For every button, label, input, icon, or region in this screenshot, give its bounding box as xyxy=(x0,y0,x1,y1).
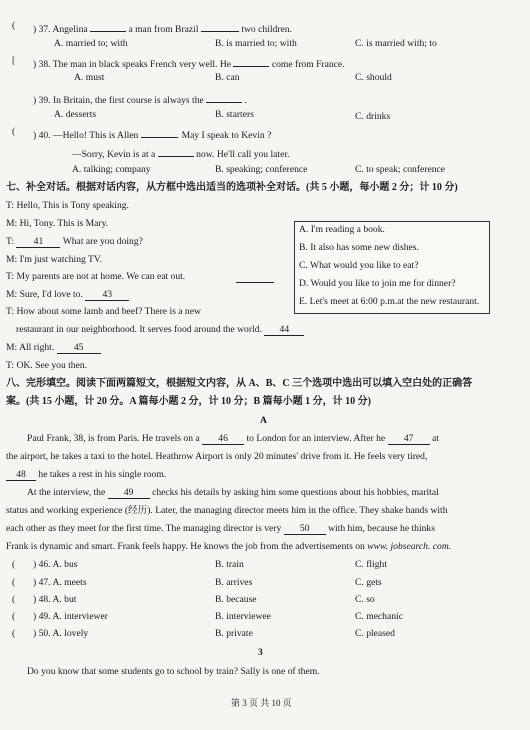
blank-50: 50 xyxy=(284,523,326,535)
q47-option-a: ) 47. A. meets xyxy=(33,577,87,588)
q38-blank xyxy=(233,55,269,67)
q40-blank-1 xyxy=(141,126,177,138)
section8-heading-line-1: 八、完形填空。阅读下面两篇短文，根据短文内容，从 A、B、C 三个选项中选出可以填入空白处的正确答 xyxy=(6,378,473,389)
section7-heading: 七、补全对话。根据对话内容，从方框中选出适当的选项补全对话。(共 5 小题，每小题 2 分；计 10 分) xyxy=(6,182,458,193)
dialogue-line-3: T: 41 What are you doing? xyxy=(6,236,143,247)
option-box-d: D. Would you like to join me for dinner? xyxy=(299,278,456,289)
q49-option-c: C. mechanic xyxy=(355,611,403,622)
blank-48: 48 xyxy=(6,469,36,481)
q39-option-c: C. drinks xyxy=(355,111,391,122)
option-box-a: A. I'm reading a book. xyxy=(299,224,385,235)
blank-49: 49 xyxy=(108,487,150,499)
q48-option-c: C. so xyxy=(355,594,375,605)
q38-option-c: C. should xyxy=(355,72,392,83)
blank-44: 44 xyxy=(264,324,304,336)
q38-paren: [ xyxy=(12,55,16,66)
option-box-e: E. Let's meet at 6:00 p.m.at the new restaurant. xyxy=(299,296,480,307)
blank-45: 45 xyxy=(57,342,101,354)
q40-blank-2 xyxy=(158,145,194,157)
passage-a-label: A xyxy=(260,415,267,426)
q39-blank xyxy=(206,91,242,103)
q50-option-b: B. private xyxy=(215,628,253,639)
passage-line-3: 48 he takes a rest in his single room. xyxy=(6,469,166,481)
dialogue-line-4: M: I'm just watching TV. xyxy=(6,254,102,265)
q46-paren: ( xyxy=(12,559,16,570)
blank-43: 43 xyxy=(85,289,129,301)
blank-41: 41 xyxy=(16,236,60,248)
q48-paren: ( xyxy=(12,594,16,605)
q48-option-b: B. because xyxy=(215,594,257,605)
dialogue-line-1: T: Hello, This is Tony speaking. xyxy=(6,200,129,211)
q46-option-c: C. flight xyxy=(355,559,387,570)
website-text: www. jobsearch. com. xyxy=(367,541,452,552)
dialogue-line-10: T: OK. See you then. xyxy=(6,360,88,371)
q37-paren: ( xyxy=(12,20,16,31)
q47-option-b: B. arrives xyxy=(215,577,253,588)
q38-option-a: A. must xyxy=(74,72,105,83)
blank-47: 47 xyxy=(388,433,430,445)
option-box-b: B. It also has some new dishes. xyxy=(299,242,419,253)
q39-stem: ) 39. In Britain, the first course is always the . xyxy=(33,91,247,107)
q49-paren: ( xyxy=(12,611,16,622)
dialogue-line-6: M: Sure, I'd love to. 43 xyxy=(6,289,129,301)
q50-option-a: ) 50. A. lovely xyxy=(33,628,89,639)
q48-option-a: ) 48. A. but xyxy=(33,594,77,605)
passage-line-7: Frank is dynamic and smart. Frank feels happy. He knows the job from the advertisements on www. jobsearch. com. xyxy=(6,541,452,552)
dialogue-line-8: restaurant in our neighborhood. It serves food around the world. 44 xyxy=(16,324,304,336)
passage-b-number: 3 xyxy=(258,647,263,658)
page-footer: 第 3 页 共 10 页 xyxy=(231,698,292,708)
q47-option-c: C. gets xyxy=(355,577,382,588)
q40-line2: —Sorry, Kevin is at a now. He'll call you later. xyxy=(72,145,289,161)
q37-blank-1 xyxy=(90,20,126,32)
q50-paren: ( xyxy=(12,628,16,639)
q38-option-b: B. can xyxy=(215,72,240,83)
q40-paren: ( xyxy=(12,126,16,137)
q46-option-b: B. train xyxy=(215,559,244,570)
blank-42 xyxy=(236,271,274,283)
passage-line-5: status and working experience (经历). Later, the managing director meets him in the office. They shake hands with xyxy=(6,505,448,516)
passage-line-6: each other as they meet for the first time. The managing director is very 50 with him, because he thinks xyxy=(6,523,435,534)
q49-option-b: B. interviewee xyxy=(215,611,271,622)
q39-option-b: B. starters xyxy=(215,109,254,120)
options-box xyxy=(294,221,490,314)
q40-stem: ) 40. —Hello! This is Allen . May I speak to Kevin ? xyxy=(33,126,271,142)
q38-stem: ) 38. The man in black speaks French very well. He come from France. xyxy=(33,55,345,71)
q40-option-b: B. speaking; conference xyxy=(215,164,308,175)
blank-46: 46 xyxy=(202,433,244,445)
passage-line-4: At the interview, the 49 checks his details by asking him some questions about his hobbies, marital xyxy=(27,487,439,498)
dialogue-line-7: T: How about some lamb and beef? There is a new xyxy=(6,306,201,317)
q39-option-a: A. desserts xyxy=(54,109,97,120)
q37-option-c: C. is married with; to xyxy=(355,38,437,49)
dialogue-line-9: M: All right. 45 xyxy=(6,342,101,354)
dialogue-line-5: T: My parents are not at home. We can eat out. xyxy=(6,271,186,282)
q37-option-a: A. married to; with xyxy=(54,38,128,49)
q50-option-c: C. pleased xyxy=(355,628,395,639)
q37-option-b: B. is married to; with xyxy=(215,38,297,49)
q40-option-c: C. to speak; conference xyxy=(355,164,446,175)
passage-b-first-line: Do you know that some students go to school by train? Sally is one of them. xyxy=(27,666,320,677)
dialogue-line-2: M: Hi, Tony. This is Mary. xyxy=(6,218,109,229)
passage-line-2: the airport, he takes a taxi to the hotel. Heathrow Airport is only 20 minutes' drive from it. He feels very tired, xyxy=(6,451,428,462)
passage-line-1: Paul Frank, 38, is from Paris. He travels on a 46 to London for an interview. After he 47 at xyxy=(27,433,439,444)
q49-option-a: ) 49. A. interviewer xyxy=(33,611,108,622)
q47-paren: ( xyxy=(12,577,16,588)
q37-blank-2 xyxy=(201,20,239,32)
q37-stem: ) 37. Angelina a man from Brazil two children. xyxy=(33,20,292,36)
q46-option-a: ) 46. A. bus xyxy=(33,559,78,570)
section8-heading-line-2: 案。(共 15 小题，计 20 分。A 篇每小题 2 分，计 10 分；B 篇每小题 1 分，计 10 分) xyxy=(6,396,371,407)
option-box-c: C. What would you like to eat? xyxy=(299,260,419,271)
q40-option-a: A. talking; company xyxy=(72,164,151,175)
